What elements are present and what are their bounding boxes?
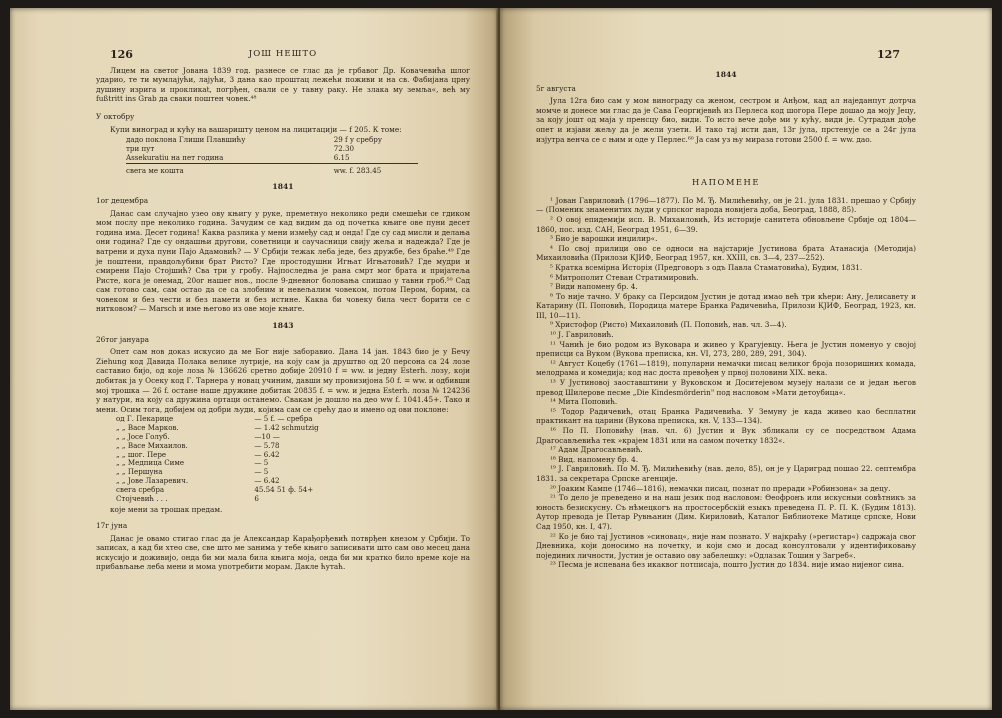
list-item: ⁶ Митрополит Стеван Стратимировић. <box>550 272 699 282</box>
list-item: ¹⁰ Ј. Гавриловић. <box>550 330 614 340</box>
list-item: ¹⁶ По П. Поповићу (нав. чл. 6) Јустин и Вук збликали су се посредством Адама Драгосављевића тек »крајем 1831 или на самом почетку 1832«. <box>536 426 916 445</box>
date-heading: 26тог јануара <box>96 334 149 344</box>
section-title: ЈОШ НЕШТО <box>248 49 318 59</box>
list-item: ¹⁷ Адам Драгосављевић. <box>550 445 643 455</box>
list-item: ¹¹ Чанић је био родом из Вуковара и живео у Крагујевцу. Њега је Јустин поменуо у својој преписци са Вуком (Вукова преписка, кн. VI, 273, 280, 289, 291, 304). <box>536 339 916 359</box>
left-page-content <box>96 50 470 572</box>
list-item: ¹⁸ Вид. напомену бр. 4. <box>550 454 639 464</box>
notes-title: НАПОМЕНЕ <box>692 177 760 188</box>
list-item: ¹⁵ Тодор Радичевић, отац Бранка Радичевића. У Земуну је када живео као бесплатни практикант на царини (Вукова преписка, кн. V, 133—134). <box>536 406 916 426</box>
right-page-content <box>536 70 916 570</box>
list-item: ²² Ко је био тај Јустинов »синовац«, није нам познато. У најкраћу (»регистар«) садржаја свог Дневника, који доносимо на почетку, и који смо и досад консултовали у идентификовању појединих личности, Јустин је оставио ову забелешку: »Одлазак Тошин у Загреб«. <box>536 531 916 560</box>
list-item: ³ Био је варошки инџилир«. <box>550 234 658 244</box>
page-number: 126 <box>110 48 133 61</box>
table-row: „ „ Васе Михаилов. — 5.78 <box>116 440 280 450</box>
list-item: ⁵ Кратка всемірна Исторія (Предговоръ з одъ Павла Стаматовића), Будим, 1831. <box>550 262 863 272</box>
table-row: „ „ Медпица Симе — 5 <box>116 458 269 468</box>
notes-list <box>536 196 916 570</box>
page-number: 127 <box>877 48 900 61</box>
table-row: од Г. Пекарице — 5 f. — сребра <box>116 414 313 424</box>
year-heading: 1844 <box>715 70 737 79</box>
table-row: „ „ Јосе Голуб. —10 — <box>116 432 280 441</box>
table-row: три пут 72.30 <box>126 143 355 153</box>
gift-table <box>116 415 378 503</box>
list-item: ²¹ То дело је преведено и на наш језик под насловом: Ѳеофронъ или искусныи совѣтникъ за юность безискусну. Съ нѣмецкогъ на простосербскій езыкъ преведена П. Р. П. К. (Будим 1813). Аутор превода је Петар Рувњанин (Дим. Кириловић, Каталог Библиотеке Матице српске, Нови Сад 1950, кн. I, 47). <box>536 493 916 531</box>
year-heading: 1843 <box>272 321 294 331</box>
list-item: ²³ Песма је испевана без икаквог потписаја, пошто Јустин до 1834. није имао нијеног сина. <box>550 560 905 570</box>
table-row: свега сребра 45.54 51 ф. 54+ <box>116 484 314 494</box>
date-heading: 1ог децембра <box>96 195 149 205</box>
list-item: ² О овој епидемији исп. В. Михаиловић, Из историје санитета обновљене Србије од 1804—1860, пос. изд. САН, Београд 1951, 6—39. <box>536 214 916 234</box>
paragraph: Данас је овамо стигао глас да је Александар Карађорђевић потврђен кнезом у Србији. То записах, а кад би хтео све, све што ме занима у тебе књиго записивати што сам ово месец дана искусијо и доживијо, онда би ми мала била књига моја, онда би ми кратко било време које на прибављање леба мени и мома употребити морам. Дакле ћутаћ. <box>96 533 470 572</box>
right-page <box>500 8 992 710</box>
paragraph: Лицем на светог Јована 1839 год. разнесе се глас да је грбавог Др. Ковачевића шлог ударио, те ти мумлајући, лајући, 3 дана као проштац лежећи поживи и на св. Фабијана црну душину изригa и прокликаt, погрђен, свали се у тавну раку. Не злака му земља«, већ му fußtritt ins Grab да сваки поштен човек.⁴⁸ <box>96 65 470 104</box>
list-item: ¹ Јован Гавриловић (1796—1877). По М. Ђ. Милићевићу, он је 21. јула 1831. прешао у Србију — (Поменик знаменитих људи у српског народа новијега доба, Београд, 1888, 85). <box>536 195 916 215</box>
paragraph: Опет сам нов доказ искусио да ме Бог није заборавио. Дана 14 јан. 1843 био је у Бечу Ziehung код Давида Полака велике лутрије, на коју сам ја друштво од 20 персона са 24 лозе саставио бијо, од које лоза № 136626 сретно добије 20910 f = ww. и једну Esterh. лозу, који добитак ја у Осеку код Г. Тарнера у новац учиним, давши му провизијона 50 f. = ww. и одбивши мој трошка — 26 f. остане наше дружине добитак 20835 f. = ww. и једна Esterh. лоза № 124236 у натури, на коју са дружина ортаци останемо. Свакам је дошло на део ww f. 1041.45+. Тако и мени. Осим тога, добијем од добри људи, којима сам се срећу дао и имено од ови поклоне: <box>96 347 470 414</box>
list-item: ²⁰ Јоаким Кампе (1746—1816), немачки писац, познат по преради »Робинзона« за децу. <box>550 483 891 493</box>
table-row: свега ме кошта ww. f. 283.45 <box>126 165 382 175</box>
year-heading: 1841 <box>272 182 294 192</box>
date-heading: У октобру <box>96 111 135 121</box>
table-row: дадо поклона Глиши Плавшићу 29 f у сребру <box>126 135 382 145</box>
list-item: ¹² Август Коцебу (1761—1819), популарни немачки писац великог броја позоришних комада, мелодрама и комедија; код нас доста превођен у првој половини XIX. века. <box>536 358 916 378</box>
left-page <box>10 8 498 710</box>
date-heading: 5г августа <box>536 83 576 93</box>
paragraph: које мени за трошак предам. <box>110 505 223 515</box>
list-item: ⁹ Христофор (Ристо) Михаиловић (П. Поповић, нав. чл. 3—4). <box>550 320 787 330</box>
paragraph: Купи виноград и кућу на вашаришту ценом на лицитацији — f 205. К томе: <box>110 124 402 134</box>
date-heading: 17г јуна <box>96 520 128 530</box>
table-row: „ „ шог. Пере — 6.42 <box>116 449 280 459</box>
table-row: „ „ Першуна — 5 <box>116 467 269 477</box>
list-item: ⁸ То није тачно. У браку са Персидом Јустин је дотад имао већ три кћери: Ану, Јелисавету и Катарину (П. Поповић, Породица матере Бранка Радичевића, Прилози КЈИФ, Београд, 1923, кн. III, 10—11). <box>536 291 916 320</box>
paragraph: Јула 12га био сам у мом винограду са женом, сестром и Анђом, кад ал наједанпут дотрча момче и донесе ми глас да је Сава Георгијевић из Перлеса код шогора Пере дошао да моју Јецу, за коју јошт од маја у пренсцу био, види. То исто вече дође ми у кућу, види је. Сутрадан дође опет и изјави жељу да је жели узети. И тако тај исти дан, 13г јула, прстенује се а 24г јула изјутра венча се с њим и оде у Перлес.⁶⁰ Ја сам уз њу мираза готови 2500 f. = ww. дао. <box>536 96 916 144</box>
table-row: Стојчевић . . . 6 <box>116 493 259 503</box>
list-item: ⁷ Види напомену бр. 4. <box>550 282 638 292</box>
table-row: „ „ Јове Лазаревич. — 6.42 <box>116 475 280 485</box>
list-item: ¹⁴ Мита Поповић. <box>550 397 618 407</box>
list-item: ⁴ По свој прилици ово се односи на најстарије Јустинова брата Атанасија (Методија) Михаиловића (Прилози КЈИФ, Београд 1957, кн. XXIII, св. 3—4, 237—252). <box>536 243 916 263</box>
list-item: ¹⁹ Ј. Гавриловић. По М. Ђ. Милићевићу (нав. дело, 85), он је у Цариград пошао 22. септембра 1831. за секретара Српске агенције. <box>536 464 916 483</box>
paragraph: Данас сам случајно узео ову књигу у руке, преметнуо неколико реди смешећи се гдиком мом послу пре неколико година. Зачудим се кад видим да од почетка књиге ове пуни десет година има. Десет година! Каква разлика у мени између сад и онда! Где су сад мисли и делања они година? Где су ондашњи другови, советници и саучасници свију жеља и надежда? Где је ватрени и духа пуни Пајо Адамовић? — У Србији тежак лебa једе, без дружбе, без браће.⁴⁹ Где је поштени, правдољубиви брат Ристо? Где простодушни Игњат Игњатовић? Где мудри и смирени Пајо Стојшић? Сва три у гробу. Најпоследња је рана смрт мог брата и пријатеља Ристе, кога је онемад, 20ог нашег нов., после 9-дневног боловања спишао у тавни гроб.⁵⁰ Сад сам готово сам, сам остао да се са злобним и невељалим човеком, потом Пером, борим, са човеком и без чести и без памети и без истине. Каква би човеку била чест борити се с нитковом? — Marsch и име његово из ове моје књиге. <box>96 208 470 314</box>
table-row: Assekuratiu на пет година 6.15 <box>126 154 418 163</box>
list-item: ¹³ У Јустиновој заоставштини у Вуковском и Доситејевом музеју налази се и један његов превод Шилерове песме „Die Kindesmörderin" под насловом »Мати детоубица«. <box>536 378 916 397</box>
table-row: „ „ Васе Марков. — 1.42 schmutzig <box>116 423 319 433</box>
expense-table <box>126 136 418 175</box>
